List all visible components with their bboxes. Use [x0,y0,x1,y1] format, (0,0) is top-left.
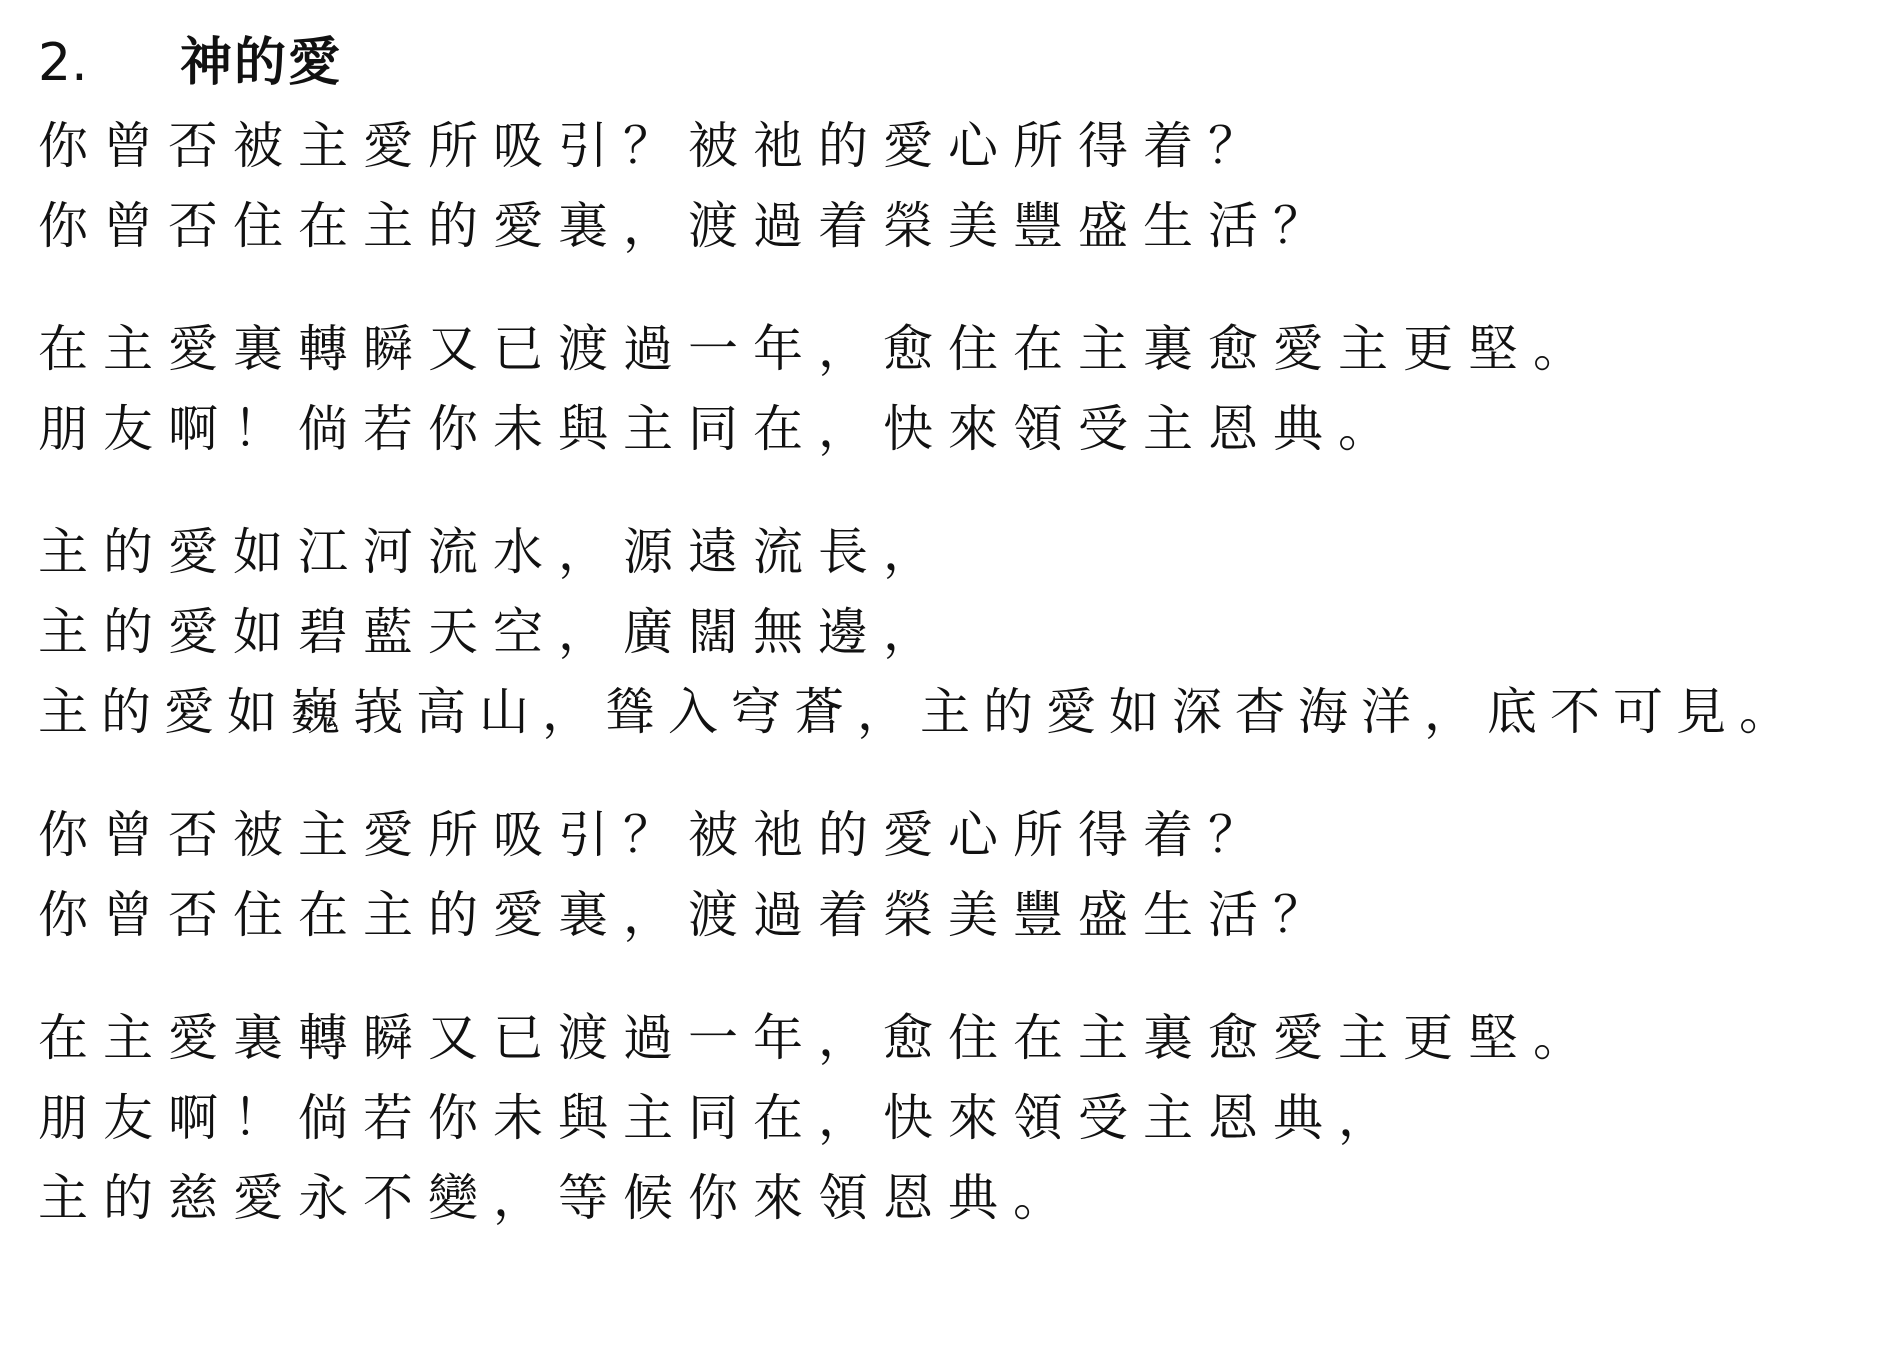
lyrics-page [38,20,1878,1238]
lyric-line: 在主愛裏轉瞬又已渡過一年，愈住在主裏愈愛主更堅。 [38,1009,1598,1067]
lyric-line: 主的愛如巍峩高山，聳入穹蒼，主的愛如深杳海洋，底不可見。 [38,683,1802,741]
stanza-3 [38,512,1878,752]
lyric-line: 在主愛裏轉瞬又已渡過一年，愈住在主裏愈愛主更堅。 [38,320,1598,378]
lyric-line: 朋友啊！倘若你未與主同在，快來領受主恩典， [38,1089,1403,1147]
lyric-line: 你曾否住在主的愛裏，渡過着榮美豐盛生活？ [38,197,1338,255]
stanza-4 [38,795,1878,955]
song-title [38,20,1878,106]
song-title-text: 神的愛 [180,33,343,93]
lyric-line: 你曾否被主愛所吸引？被祂的愛心所得着？ [38,806,1273,864]
stanza-1 [38,106,1878,266]
lyric-line: 主的愛如江河流水，源遠流長， [38,523,948,581]
song-number: 2. [38,33,88,93]
lyric-line: 你曾否住在主的愛裏，渡過着榮美豐盛生活？ [38,886,1338,944]
lyric-line: 主的慈愛永不變，等候你來領恩典。 [38,1169,1078,1227]
lyric-line: 主的愛如碧藍天空，廣闊無邊， [38,603,948,661]
lyric-line: 朋友啊！倘若你未與主同在，快來領受主恩典。 [38,400,1403,458]
lyric-line: 你曾否被主愛所吸引？被祂的愛心所得着？ [38,117,1273,175]
stanza-5 [38,998,1878,1238]
stanza-2 [38,309,1878,469]
